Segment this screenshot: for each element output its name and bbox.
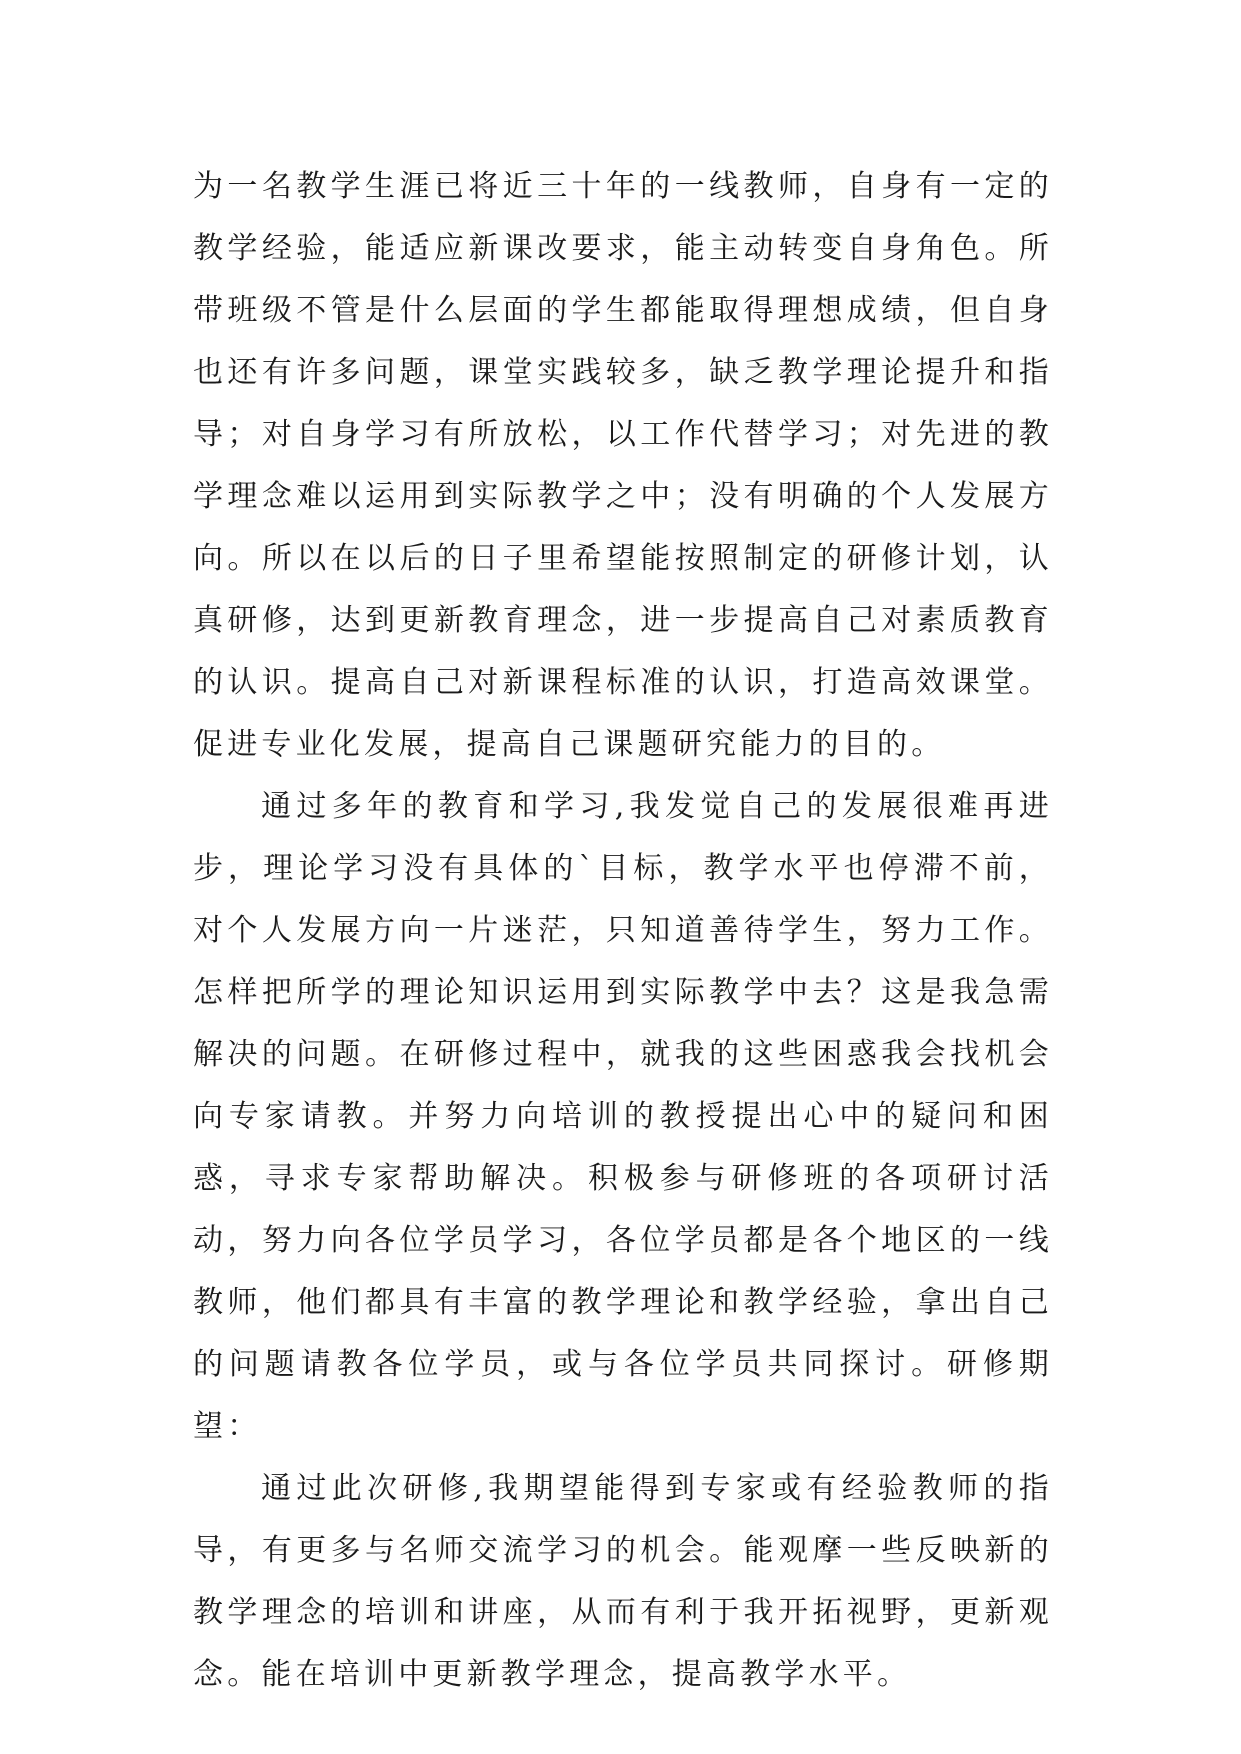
paragraph-3: 通过此次研修,我期望能得到专家或有经验教师的指导，有更多与名师交流学习的机会。能观摩一些反映新的教学理念的培训和讲座，从而有利于我开拓视野，更新观念。能在培训中更新教学理念，提高教学水平。 (193, 1471, 1053, 1692)
paragraph-1: 为一名教学生涯已将近三十年的一线教师，自身有一定的教学经验，能适应新课改要求，能主动转变自身角色。所带班级不管是什么层面的学生都能取得理想成绩，但自身也还有许多问题，课堂实践较多，缺乏教学理论提升和指导；对自身学习有所放松，以工作代替学习；对先进的教学理念难以运用到实际教学之中；没有明确的个人发展方向。所以在以后的日子里希望能按照制定的研修计划，认真研修，达到更新教育理念，进一步提高自己对素质教育的认识。提高自己对新课程标准的认识，打造高效课堂。促进专业化发展，提高自己课题研究能力的目的。 (193, 169, 1053, 762)
paragraph-2: 通过多年的教育和学习,我发觉自己的发展很难再进步，理论学习没有具体的`目标，教学水平也停滞不前，对个人发展方向一片迷茫，只知道善待学生，努力工作。怎样把所学的理论知识运用到实际教学中去？这是我急需解决的问题。在研修过程中，就我的这些困惑我会找机会向专家请教。并努力向培训的教授提出心中的疑问和困惑，寻求专家帮助解决。积极参与研修班的各项研讨活动，努力向各位学员学习，各位学员都是各个地区的一线教师，他们都具有丰富的教学理论和教学经验，拿出自己的问题请教各位学员，或与各位学员共同探讨。研修期望： (193, 789, 1053, 1444)
document-body (193, 156, 1053, 1706)
